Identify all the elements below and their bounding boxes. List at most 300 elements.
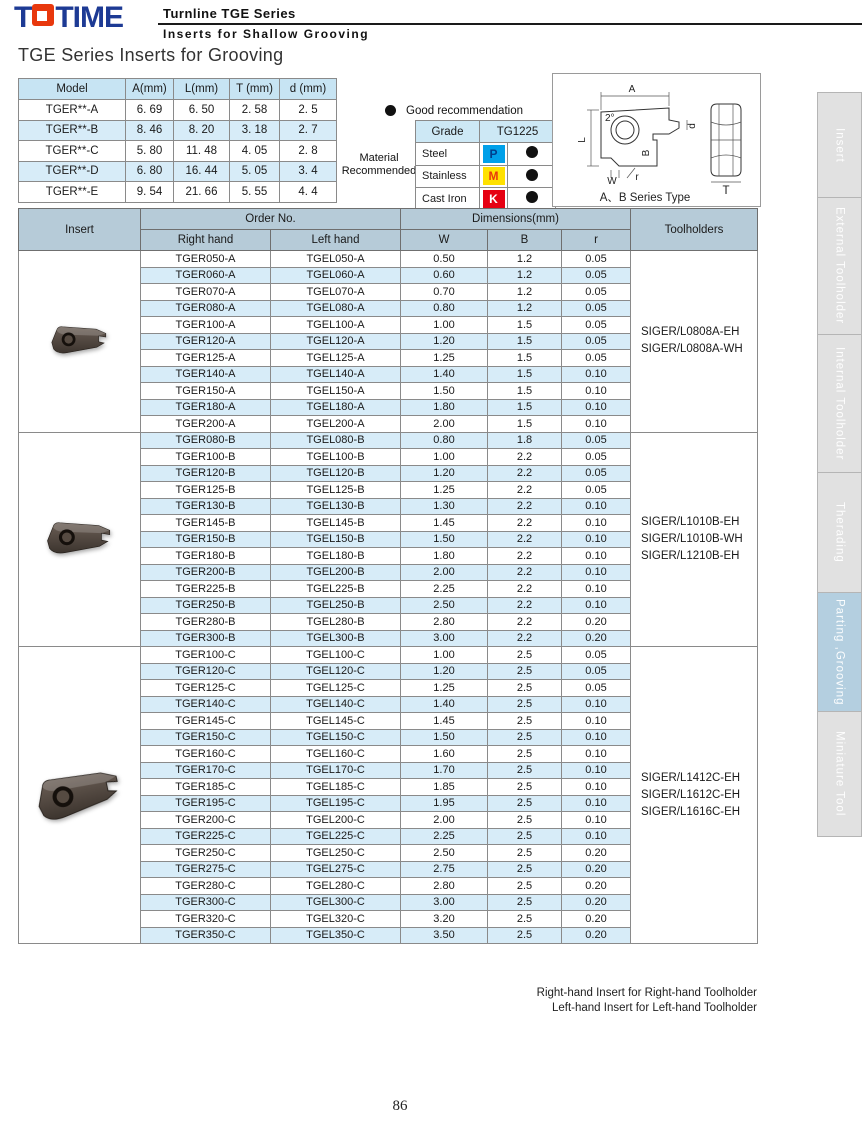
- dimension-value: 2.5: [488, 795, 562, 812]
- dimension-value: 0.10: [562, 498, 631, 515]
- page-title: TGE Series Inserts for Grooving: [18, 45, 284, 65]
- dimension-value: 1.25: [401, 350, 488, 367]
- order-no: TGEL050-A: [271, 251, 401, 268]
- dimension-value: 2.80: [401, 614, 488, 631]
- dimension-value: 0.05: [562, 350, 631, 367]
- sidebar-tab-insert[interactable]: [817, 92, 862, 198]
- series-title: Turnline TGE Series: [163, 6, 296, 21]
- dimension-value: 0.10: [562, 383, 631, 400]
- order-no: TGEL200-C: [271, 812, 401, 829]
- dimension-value: 2.5: [488, 828, 562, 845]
- dimension-value: 0.05: [562, 317, 631, 334]
- order-no: TGEL150-B: [271, 531, 401, 548]
- dimensions-header: Dimensions(mm): [401, 209, 631, 230]
- cell: TGER**-D: [19, 161, 126, 182]
- order-no: TGER100-C: [141, 647, 271, 664]
- dimension-value: 2.5: [488, 845, 562, 862]
- order-no: TGEL180-B: [271, 548, 401, 565]
- order-no: TGEL200-A: [271, 416, 401, 433]
- cell: 5. 05: [230, 161, 280, 182]
- order-no: TGEL300-B: [271, 630, 401, 647]
- cell: 16. 44: [174, 161, 230, 182]
- order-no: TGER200-A: [141, 416, 271, 433]
- dimension-value: 2.2: [488, 449, 562, 466]
- dimension-value: 0.20: [562, 894, 631, 911]
- order-no: TGEL125-B: [271, 482, 401, 499]
- insert-image-A: [19, 251, 141, 433]
- order-no: TGEL070-A: [271, 284, 401, 301]
- page-number: 86: [392, 1098, 408, 1114]
- dimension-value: 1.40: [401, 366, 488, 383]
- dimension-value: 1.30: [401, 498, 488, 515]
- dimension-value: 0.05: [562, 647, 631, 664]
- order-no: TGEL280-B: [271, 614, 401, 631]
- dimension-value: 0.20: [562, 927, 631, 944]
- dimension-value: 1.80: [401, 548, 488, 565]
- order-no: TGEL100-C: [271, 647, 401, 664]
- dimension-value: 1.00: [401, 317, 488, 334]
- recommendation-dot-icon: [508, 188, 556, 211]
- insert-image-C: [19, 647, 141, 944]
- dimension-value: 0.80: [401, 432, 488, 449]
- material-row: [416, 143, 556, 166]
- order-no: TGER125-B: [141, 482, 271, 499]
- r-header: r: [562, 230, 631, 251]
- insert-dimension-diagram: [552, 73, 761, 207]
- dimension-value: 0.20: [562, 614, 631, 631]
- order-no: TGER120-A: [141, 333, 271, 350]
- dimension-value: 0.80: [401, 300, 488, 317]
- dimension-value: 1.25: [401, 482, 488, 499]
- series-subtitle: Inserts for Shallow Grooving: [163, 27, 370, 41]
- cell: 2. 7: [280, 120, 337, 141]
- order-no: TGEL225-B: [271, 581, 401, 598]
- dimension-value: 2.5: [488, 812, 562, 829]
- dimension-value: 0.10: [562, 416, 631, 433]
- dimension-value: 1.5: [488, 416, 562, 433]
- dimension-value: 2.50: [401, 845, 488, 862]
- dimension-value: 0.20: [562, 630, 631, 647]
- order-no: TGEL125-A: [271, 350, 401, 367]
- insert-image-B: [19, 432, 141, 647]
- material-name: Cast Iron: [416, 188, 480, 211]
- order-no: TGER080-A: [141, 300, 271, 317]
- dimension-value: 1.2: [488, 300, 562, 317]
- order-no: TGER350-C: [141, 927, 271, 944]
- material-row: [416, 165, 556, 188]
- order-no: TGEL120-A: [271, 333, 401, 350]
- dimension-value: 2.5: [488, 746, 562, 763]
- diagram-drawing: [553, 74, 760, 206]
- cell: TGER**-E: [19, 182, 126, 203]
- dimension-value: 2.2: [488, 564, 562, 581]
- order-no: TGER250-B: [141, 597, 271, 614]
- dimension-value: 0.20: [562, 845, 631, 862]
- recommendation-dot-icon: [508, 143, 556, 166]
- left-hand-header: Left hand: [271, 230, 401, 251]
- dimension-value: 2.2: [488, 482, 562, 499]
- dimension-value: 0.05: [562, 267, 631, 284]
- dimension-value: 1.95: [401, 795, 488, 812]
- order-no: TGEL120-C: [271, 663, 401, 680]
- dimension-value: 0.10: [562, 812, 631, 829]
- table-row: [19, 141, 337, 162]
- order-no: TGER120-C: [141, 663, 271, 680]
- grade-table: [415, 120, 556, 211]
- t-header: T (mm): [230, 79, 280, 100]
- dimension-value: 0.10: [562, 531, 631, 548]
- table-row: [19, 182, 337, 203]
- dim-d-label: d: [687, 123, 698, 129]
- cell: 9. 54: [126, 182, 174, 203]
- order-no: TGEL100-B: [271, 449, 401, 466]
- dimension-value: 0.05: [562, 300, 631, 317]
- order-no: TGEL125-C: [271, 680, 401, 697]
- order-no: TGER050-A: [141, 251, 271, 268]
- dimension-value: 2.00: [401, 416, 488, 433]
- iso-code-badge: P: [480, 143, 508, 166]
- dimension-value: 1.2: [488, 284, 562, 301]
- insert-column-header: Insert: [19, 209, 141, 251]
- toolholders-A: SIGER/L0808A-EH SIGER/L0808A-WH: [631, 251, 758, 433]
- dimension-value: 2.5: [488, 779, 562, 796]
- table-row: [19, 161, 337, 182]
- dimension-value: 3.50: [401, 927, 488, 944]
- grade-value: TG1225: [480, 121, 556, 143]
- dimension-value: 0.50: [401, 251, 488, 268]
- order-no: TGER280-C: [141, 878, 271, 895]
- cell: 5. 80: [126, 141, 174, 162]
- dimension-value: 2.2: [488, 498, 562, 515]
- dimension-value: 1.5: [488, 399, 562, 416]
- recommendation-block: [343, 101, 555, 211]
- dimension-value: 2.75: [401, 861, 488, 878]
- dimension-value: 2.2: [488, 548, 562, 565]
- dimension-value: 0.05: [562, 449, 631, 466]
- dimension-value: 2.5: [488, 894, 562, 911]
- dimension-value: 2.5: [488, 762, 562, 779]
- sidebar-tab-label: External Toolholder: [833, 207, 846, 325]
- toolholders-header: Toolholders: [631, 209, 758, 251]
- dimension-value: 0.60: [401, 267, 488, 284]
- cell: 6. 80: [126, 161, 174, 182]
- sidebar-tab-miniature-tool[interactable]: [817, 712, 862, 837]
- dimension-value: 0.05: [562, 284, 631, 301]
- dimension-value: 3.00: [401, 630, 488, 647]
- order-no: TGER180-B: [141, 548, 271, 565]
- order-no: TGEL250-C: [271, 845, 401, 862]
- diagram-caption: A、B Series Type: [599, 192, 691, 204]
- insert-row: [19, 647, 758, 664]
- dimension-value: 0.10: [562, 548, 631, 565]
- dimension-value: 1.5: [488, 366, 562, 383]
- dimension-value: 1.40: [401, 696, 488, 713]
- order-no: TGER100-A: [141, 317, 271, 334]
- main-table-body: [19, 251, 758, 944]
- dimension-value: 1.45: [401, 515, 488, 532]
- dimension-value: 0.70: [401, 284, 488, 301]
- dimension-value: 2.2: [488, 597, 562, 614]
- dimension-value: 1.20: [401, 333, 488, 350]
- dimension-value: 2.5: [488, 713, 562, 730]
- cell: 4. 4: [280, 182, 337, 203]
- model-table-header: [19, 79, 337, 100]
- order-no: TGEL160-C: [271, 746, 401, 763]
- order-no: TGEL130-B: [271, 498, 401, 515]
- order-no: TGER300-C: [141, 894, 271, 911]
- cell: 3. 18: [230, 120, 280, 141]
- dim-l-label: L: [577, 137, 588, 143]
- order-no: TGEL080-B: [271, 432, 401, 449]
- sidebar-tab-label: Insert: [833, 127, 846, 163]
- dimension-value: 2.25: [401, 581, 488, 598]
- dimension-value: 0.05: [562, 465, 631, 482]
- order-no: TGER060-A: [141, 267, 271, 284]
- dimension-value: 1.20: [401, 663, 488, 680]
- table-row: [19, 120, 337, 141]
- dimension-value: 1.20: [401, 465, 488, 482]
- dimension-value: 1.8: [488, 432, 562, 449]
- dimension-value: 2.2: [488, 614, 562, 631]
- dim-t-label: T: [722, 185, 730, 197]
- dimension-value: 2.50: [401, 597, 488, 614]
- grade-header: Grade: [416, 121, 480, 143]
- order-no: TGER160-C: [141, 746, 271, 763]
- model-table: [18, 78, 337, 203]
- material-row: [416, 188, 556, 211]
- l-header: L(mm): [174, 79, 230, 100]
- header-rule: [158, 23, 862, 25]
- dimension-value: 0.10: [562, 581, 631, 598]
- dimension-value: 0.10: [562, 746, 631, 763]
- dim-a-label: A: [628, 84, 636, 95]
- dimension-value: 0.10: [562, 696, 631, 713]
- cell: 8. 46: [126, 120, 174, 141]
- material-name: Steel: [416, 143, 480, 166]
- dimension-value: 0.05: [562, 432, 631, 449]
- sidebar-tab-label: Internal Toolholder: [833, 346, 846, 461]
- material-label-line1: Material: [359, 152, 399, 165]
- table-row: [19, 100, 337, 121]
- cell: TGER**-B: [19, 120, 126, 141]
- logo-t: T: [14, 1, 32, 34]
- order-no: TGEL350-C: [271, 927, 401, 944]
- cell: 6. 50: [174, 100, 230, 121]
- dimension-value: 0.10: [562, 713, 631, 730]
- dimension-value: 0.10: [562, 828, 631, 845]
- material-name: Stainless: [416, 165, 480, 188]
- order-no: TGEL275-C: [271, 861, 401, 878]
- cell: 3. 4: [280, 161, 337, 182]
- dimension-value: 1.60: [401, 746, 488, 763]
- main-insert-table: [18, 208, 758, 944]
- cell: 4. 05: [230, 141, 280, 162]
- dimension-value: 0.10: [562, 564, 631, 581]
- dimension-value: 2.2: [488, 465, 562, 482]
- recommendation-dot-icon: [508, 165, 556, 188]
- dimension-value: 0.10: [562, 366, 631, 383]
- dimension-value: 0.05: [562, 680, 631, 697]
- dimension-value: 2.80: [401, 878, 488, 895]
- dimension-value: 2.5: [488, 861, 562, 878]
- order-no: TGEL300-C: [271, 894, 401, 911]
- sidebar-tab-external-toolholder[interactable]: [817, 198, 862, 335]
- order-no: TGER180-A: [141, 399, 271, 416]
- cell: 8. 20: [174, 120, 230, 141]
- dimension-value: 1.5: [488, 333, 562, 350]
- dimension-value: 2.5: [488, 680, 562, 697]
- dimension-value: 2.2: [488, 515, 562, 532]
- order-no: TGEL120-B: [271, 465, 401, 482]
- material-recommended-label: [343, 120, 415, 211]
- order-no: TGEL145-B: [271, 515, 401, 532]
- cell: 6. 69: [126, 100, 174, 121]
- a-header: A(mm): [126, 79, 174, 100]
- cell: 5. 55: [230, 182, 280, 203]
- dimension-value: 2.2: [488, 531, 562, 548]
- order-no: TGEL060-A: [271, 267, 401, 284]
- main-table-header-row1: [19, 209, 758, 230]
- order-no: TGER125-C: [141, 680, 271, 697]
- insert-row: [19, 432, 758, 449]
- model-table-body: [19, 100, 337, 203]
- dimension-value: 1.85: [401, 779, 488, 796]
- order-no: TGER300-B: [141, 630, 271, 647]
- insert-row: [19, 251, 758, 268]
- dimension-value: 1.00: [401, 449, 488, 466]
- order-no: TGER145-C: [141, 713, 271, 730]
- footnote-line2: Left-hand Insert for Left-hand Toolholder: [551, 1002, 757, 1014]
- order-no: TGER140-C: [141, 696, 271, 713]
- order-no: TGER150-B: [141, 531, 271, 548]
- sidebar-tab-internal-toolholder[interactable]: [817, 335, 862, 473]
- order-no: TGER080-B: [141, 432, 271, 449]
- order-no: TGER140-A: [141, 366, 271, 383]
- order-no: TGEL140-C: [271, 696, 401, 713]
- order-no: TGER130-B: [141, 498, 271, 515]
- iso-code-badge: K: [480, 188, 508, 211]
- order-no: TGER320-C: [141, 911, 271, 928]
- order-no: TGEL140-A: [271, 366, 401, 383]
- dimension-value: 2.2: [488, 581, 562, 598]
- dimension-value: 2.00: [401, 564, 488, 581]
- order-no: TGER200-B: [141, 564, 271, 581]
- toolholders-B: SIGER/L1010B-EH SIGER/L1010B-WH SIGER/L1210B-EH: [631, 432, 758, 647]
- good-recommendation-dot-icon: [385, 105, 396, 116]
- order-no: TGER150-C: [141, 729, 271, 746]
- sidebar-tab-parting-grooving[interactable]: [817, 593, 862, 712]
- dimension-value: 3.00: [401, 894, 488, 911]
- dimension-value: 1.2: [488, 267, 562, 284]
- order-no: TGEL225-C: [271, 828, 401, 845]
- d-header: d (mm): [280, 79, 337, 100]
- order-no: TGER125-A: [141, 350, 271, 367]
- order-no: TGEL180-A: [271, 399, 401, 416]
- order-no: TGER100-B: [141, 449, 271, 466]
- dimension-value: 2.5: [488, 729, 562, 746]
- recommendation-legend: [343, 101, 555, 120]
- dimension-value: 2.5: [488, 878, 562, 895]
- order-no: TGEL150-A: [271, 383, 401, 400]
- dimension-value: 1.2: [488, 251, 562, 268]
- dimension-value: 1.5: [488, 350, 562, 367]
- totime-logo: [14, 2, 123, 34]
- order-no: TGER225-B: [141, 581, 271, 598]
- dimension-value: 2.00: [401, 812, 488, 829]
- cell: 2. 58: [230, 100, 280, 121]
- order-no: TGEL250-B: [271, 597, 401, 614]
- order-no: TGEL200-B: [271, 564, 401, 581]
- dimension-value: 1.50: [401, 531, 488, 548]
- dimension-value: 0.10: [562, 597, 631, 614]
- order-no: TGER225-C: [141, 828, 271, 845]
- order-no: TGEL150-C: [271, 729, 401, 746]
- dimension-value: 0.10: [562, 399, 631, 416]
- dimension-value: 1.50: [401, 383, 488, 400]
- footnote: [400, 986, 757, 1016]
- b-header: B: [488, 230, 562, 251]
- dimension-value: 2.5: [488, 663, 562, 680]
- dim-angle-label: 2°: [605, 113, 615, 124]
- dimension-value: 0.10: [562, 515, 631, 532]
- dimension-value: 1.5: [488, 383, 562, 400]
- dimension-value: 1.45: [401, 713, 488, 730]
- order-no: TGER145-B: [141, 515, 271, 532]
- cell: 2. 8: [280, 141, 337, 162]
- w-header: W: [401, 230, 488, 251]
- order-no: TGER170-C: [141, 762, 271, 779]
- sidebar-tabs: [817, 92, 862, 837]
- cell: 11. 48: [174, 141, 230, 162]
- order-no: TGEL080-A: [271, 300, 401, 317]
- logo-o-icon: [32, 4, 54, 26]
- order-no: TGEL185-C: [271, 779, 401, 796]
- dimension-value: 0.10: [562, 729, 631, 746]
- dimension-value: 2.2: [488, 630, 562, 647]
- order-no: TGER185-C: [141, 779, 271, 796]
- dimension-value: 3.20: [401, 911, 488, 928]
- dimension-value: 2.5: [488, 911, 562, 928]
- dimension-value: 0.05: [562, 663, 631, 680]
- dimension-value: 2.5: [488, 647, 562, 664]
- order-no: TGEL195-C: [271, 795, 401, 812]
- dimension-value: 1.50: [401, 729, 488, 746]
- order-no: TGEL100-A: [271, 317, 401, 334]
- order-no: TGER195-C: [141, 795, 271, 812]
- dimension-value: 1.80: [401, 399, 488, 416]
- order-no: TGER150-A: [141, 383, 271, 400]
- toolholders-C: SIGER/L1412C-EH SIGER/L1612C-EH SIGER/L1616C-EH: [631, 647, 758, 944]
- sidebar-tab-label: Parting ,Grooving: [833, 598, 846, 706]
- iso-code-badge: M: [480, 165, 508, 188]
- order-no: TGER120-B: [141, 465, 271, 482]
- sidebar-tab-therading[interactable]: [817, 473, 862, 593]
- order-no: TGER070-A: [141, 284, 271, 301]
- dimension-value: 0.10: [562, 779, 631, 796]
- right-hand-header: Right hand: [141, 230, 271, 251]
- order-no: TGEL320-C: [271, 911, 401, 928]
- dim-w-label: W: [607, 176, 617, 187]
- order-no: TGER250-C: [141, 845, 271, 862]
- order-no: TGER280-B: [141, 614, 271, 631]
- legend-label: Good recommendation: [406, 104, 523, 117]
- footnote-line1: Right-hand Insert for Right-hand Toolholder: [536, 987, 757, 999]
- dimension-value: 0.20: [562, 861, 631, 878]
- logo-rest: TIME: [55, 1, 123, 34]
- order-no-header: Order No.: [141, 209, 401, 230]
- order-no: TGEL170-C: [271, 762, 401, 779]
- order-no: TGER275-C: [141, 861, 271, 878]
